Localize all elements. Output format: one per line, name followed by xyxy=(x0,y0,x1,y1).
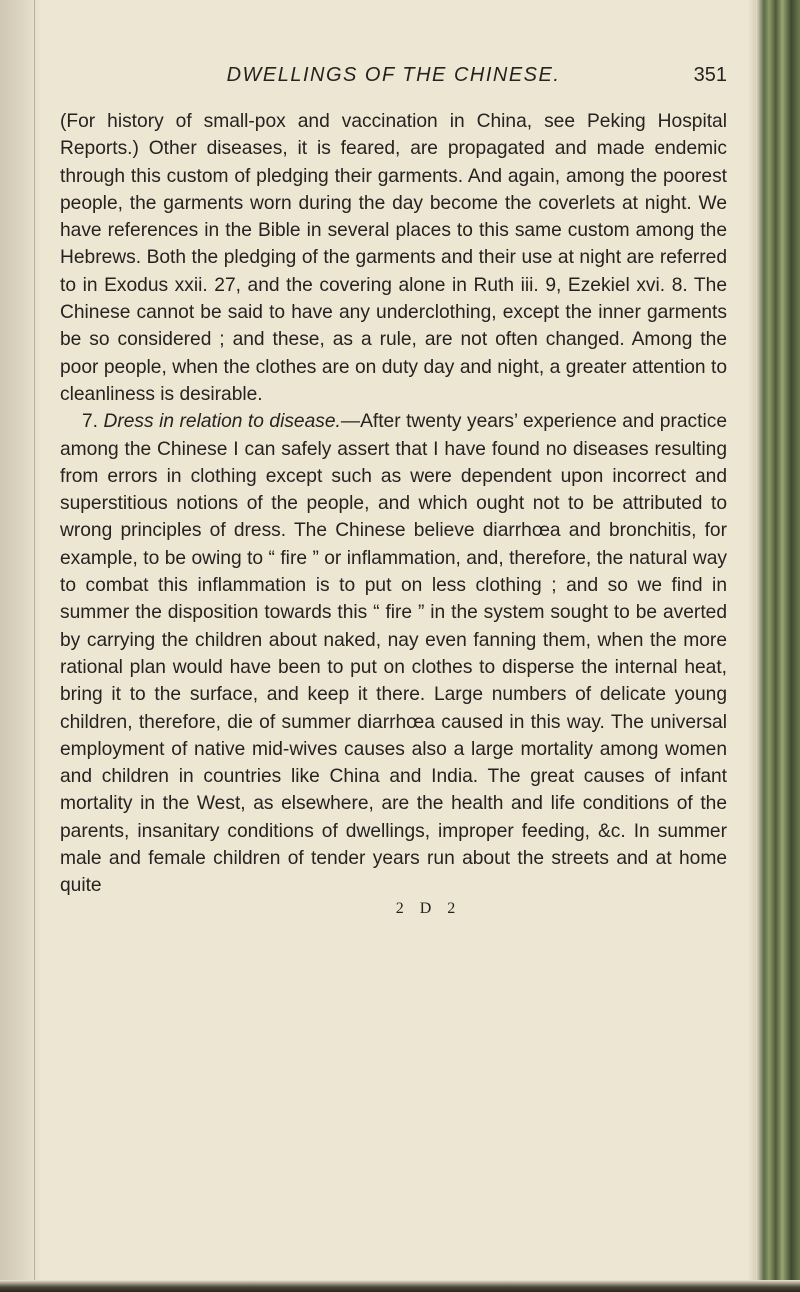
page-bottom-edge xyxy=(0,1280,800,1292)
page-header xyxy=(60,60,727,100)
paragraph-1: (For history of small-pox and vaccination in China, see Peking Hospital Reports.) Other diseases, it is feared, are propagated and made endemic through this custom of pledging their garments. And again, among the poorest people, the garments worn during the day become the coverlets at night. We have references in the Bible in several places to this same custom among the Hebrews. Both the pledging of the garments and their use at night are referred to in Exodus xxii. 27, and the covering alone in Ruth iii. 9, Ezekiel xvi. 8. The Chinese cannot be said to have any underclothing, except the inner garments be so considered ; and these, as a rule, are not often changed. Among the poor people, when the clothes are on duty day and night, a greater attention to cleanliness is desirable. xyxy=(60,111,727,405)
running-title: DWELLINGS OF THE CHINESE. xyxy=(226,64,561,86)
section-body: —After twenty years’ experience and practice among the Chinese I can safely assert that I have found no diseases resulting from errors in clothing except such as were dependent upon incorrect and superstitious notions of the people, and which ought not to be attributed to wrong principles of dress. The Chinese believe diarrhœa and bronchitis, for example, to be owing to “ fire ” or inflammation, and, therefore, the natural way to combat this inflammation is to put on less clothing ; and so we find in summer the disposition towards this “ fire ” in the system sought to be averted by carrying the children about naked, nay even fanning them, when the more rational plan would have been to put on clothes to disperse the internal heat, bring it to the surface, and keep it there. Large numbers of delicate young children, therefore, die of summer diarrhœa caused in this way. The universal employment of native mid-wives causes also a large mortality among women and children in countries like China and India. The great causes of infant mortality in the West, as elsewhere, are the health and life conditions of the parents, insanitary conditions of dwellings, improper feeding, &c. In summer male and female children of tender years run about the streets and at home quite xyxy=(60,411,727,897)
page-right-shadow xyxy=(748,0,756,1292)
page-left-shadow xyxy=(0,0,42,1292)
body-text xyxy=(60,108,727,900)
section-number: 7. xyxy=(82,411,99,433)
signature-mark: 2 D 2 xyxy=(395,899,462,917)
gutter-line xyxy=(34,0,35,1292)
section-heading: Dress in relation to disease. xyxy=(103,411,341,433)
page-number: 351 xyxy=(693,64,727,86)
book-page xyxy=(60,60,727,918)
paragraph-2 xyxy=(60,408,727,899)
book-edge xyxy=(756,0,800,1292)
